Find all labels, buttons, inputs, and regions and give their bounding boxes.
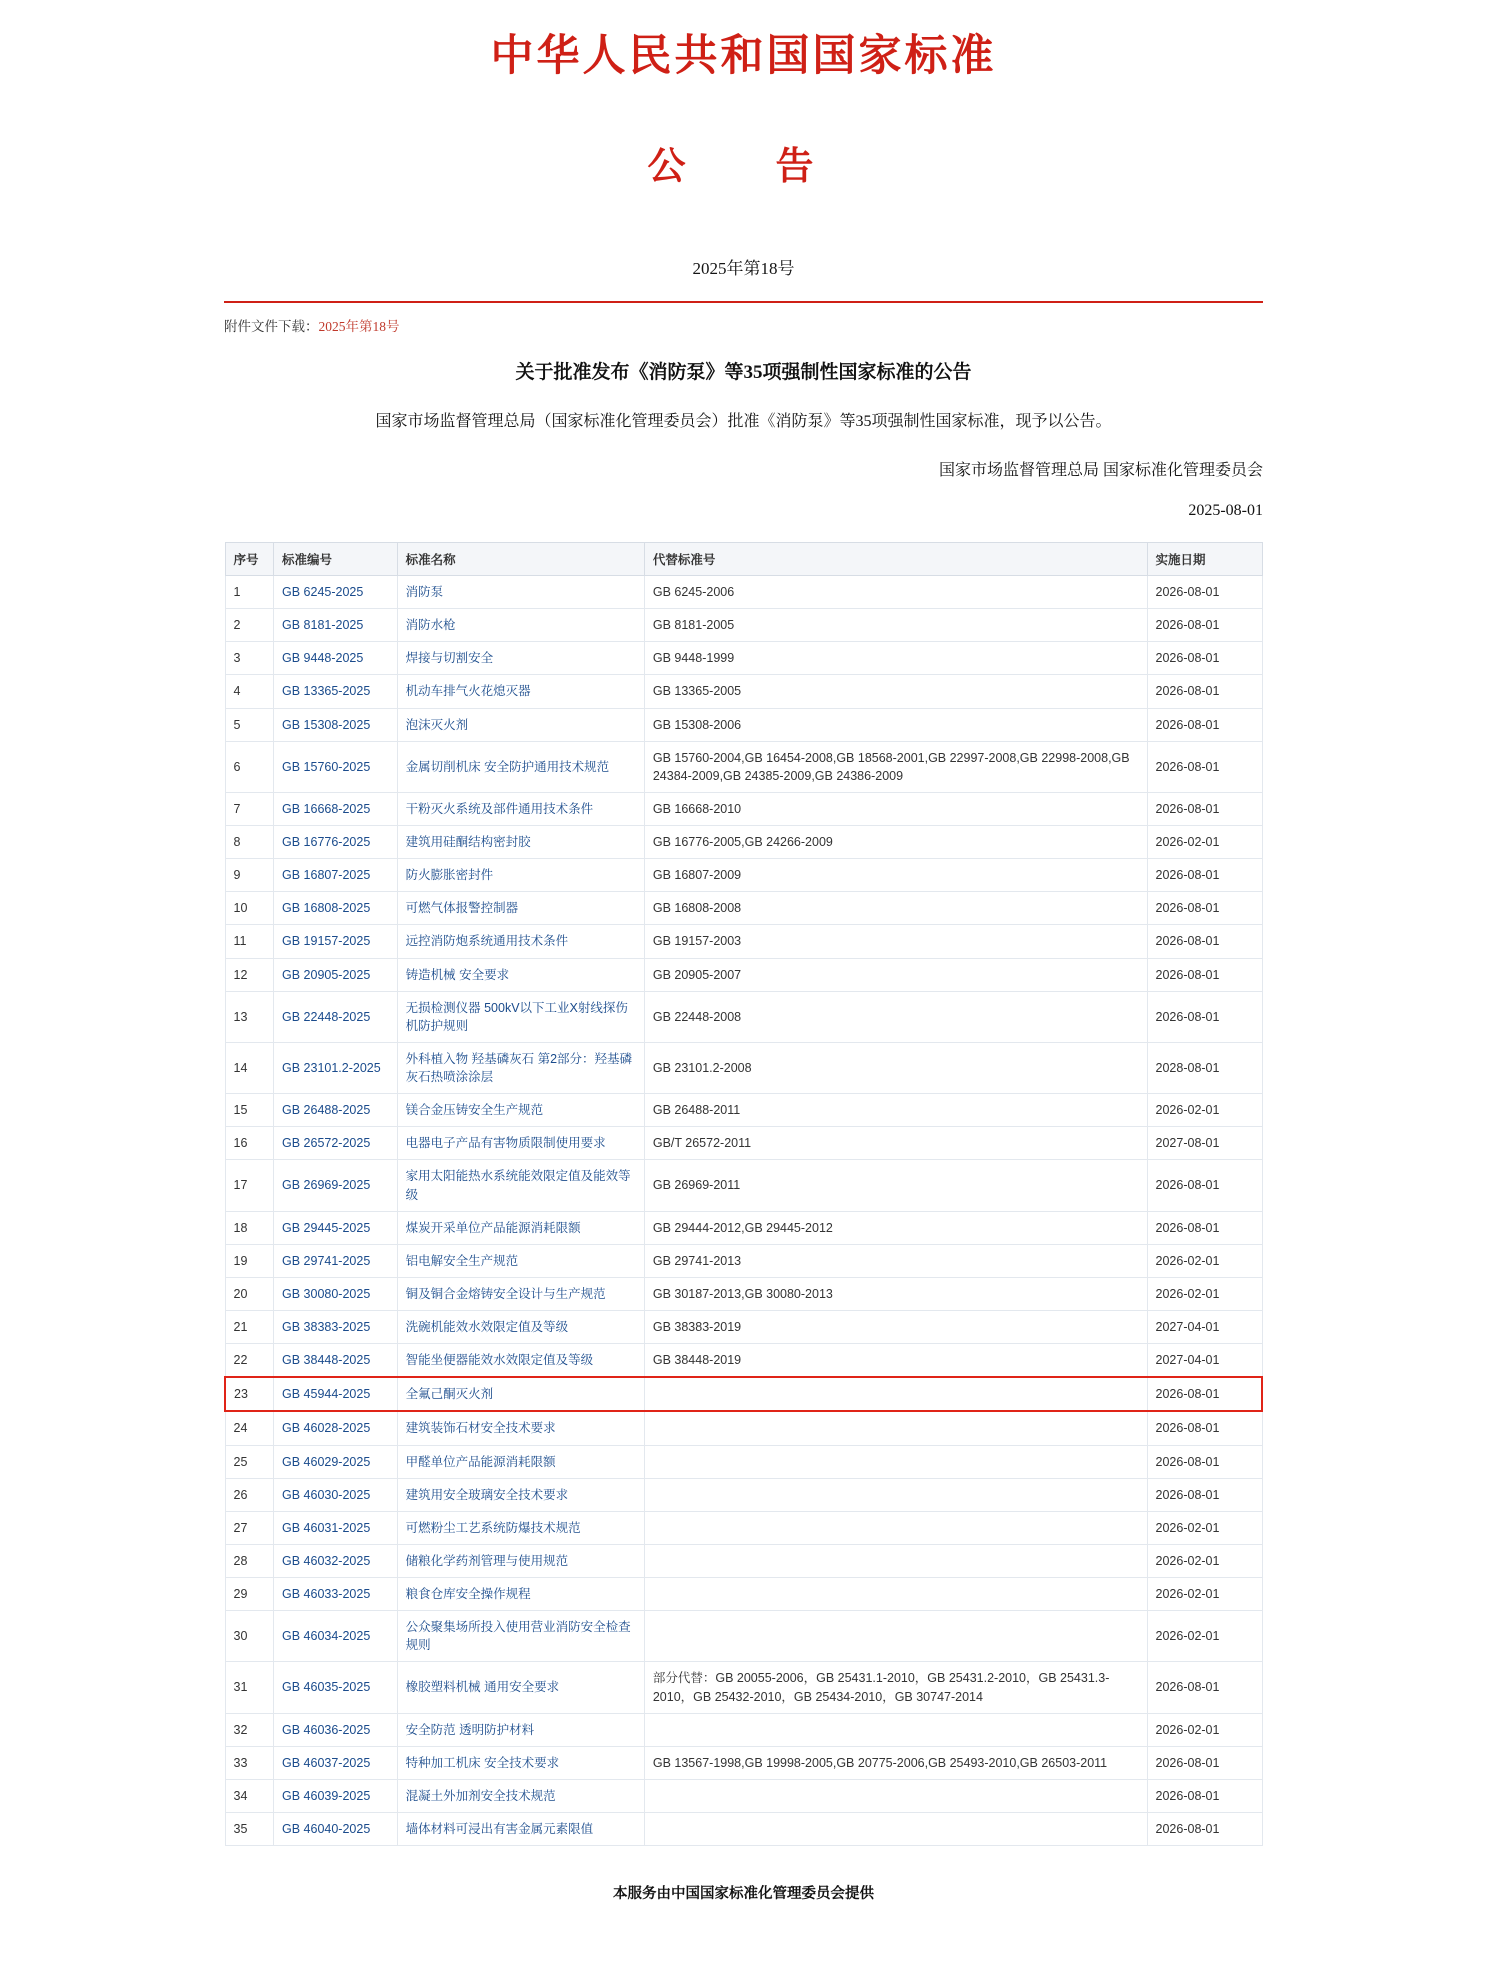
cell-name: 电器电子产品有害物质限制使用要求 [397,1127,644,1160]
cell-name: 外科植入物 羟基磷灰石 第2部分：羟基磷灰石热喷涂涂层 [397,1042,644,1093]
table-row [225,1611,1262,1662]
cell-name: 墙体材料可浸出有害金属元素限值 [397,1813,644,1846]
cell-code: GB 46036-2025 [274,1713,398,1746]
table-row [225,1311,1262,1344]
table-row [225,708,1262,741]
cell-name: 甲醛单位产品能源消耗限额 [397,1445,644,1478]
cell-date: 2026-08-01 [1147,1779,1262,1812]
cell-date: 2026-08-01 [1147,642,1262,675]
table-row [225,892,1262,925]
cell-code: GB 38383-2025 [274,1311,398,1344]
notice-signature: 国家市场监督管理总局 国家标准化管理委员会 [938,462,1263,479]
cell-date: 2026-08-01 [1147,576,1262,609]
cell-date: 2026-02-01 [1147,1713,1262,1746]
cell-replaced [644,1611,1147,1662]
cell-code: GB 46033-2025 [274,1578,398,1611]
cell-code: GB 46034-2025 [274,1611,398,1662]
cell-name: 干粉灭火系统及部件通用技术条件 [397,792,644,825]
cell-replaced [644,1445,1147,1478]
cell-code: GB 23101.2-2025 [274,1042,398,1093]
cell-replaced: GB 16807-2009 [644,859,1147,892]
cell-code: GB 46037-2025 [274,1746,398,1779]
cell-index: 12 [225,958,274,991]
cell-name: 混凝土外加剂安全技术规范 [397,1779,644,1812]
cell-name: 可燃粉尘工艺系统防爆技术规范 [397,1511,644,1544]
table-row [225,1511,1262,1544]
cell-index: 1 [225,576,274,609]
cell-name: 无损检测仪器 500kV以下工业X射线探伤机防护规则 [397,991,644,1042]
cell-index: 13 [225,991,274,1042]
cell-name: 建筑用安全玻璃安全技术要求 [397,1478,644,1511]
cell-replaced [644,1779,1147,1812]
cell-date: 2026-08-01 [1147,1377,1262,1411]
cell-index: 33 [225,1746,274,1779]
cell-index: 6 [225,741,274,792]
table-row [225,1211,1262,1244]
cell-replaced: GB 9448-1999 [644,642,1147,675]
cell-replaced: 部分代替：GB 20055-2006，GB 25431.1-2010，GB 25431.2-2010，GB 25431.3-2010，GB 25432-2010，GB 25434-2010，GB 30747-2014 [644,1662,1147,1713]
standards-table-body [225,576,1262,1846]
cell-index: 24 [225,1411,274,1445]
cell-replaced: GB 30187-2013,GB 30080-2013 [644,1277,1147,1310]
table-row [225,826,1262,859]
cell-code: GB 46040-2025 [274,1813,398,1846]
cell-date: 2026-08-01 [1147,1445,1262,1478]
page-subtitle: 公 告 [647,146,840,188]
cell-name: 铝电解安全生产规范 [397,1244,644,1277]
cell-replaced: GB 13567-1998,GB 19998-2005,GB 20775-2006,GB 25493-2010,GB 26503-2011 [644,1746,1147,1779]
cell-date: 2026-08-01 [1147,1211,1262,1244]
cell-replaced: GB 13365-2005 [644,675,1147,708]
cell-name: 防火膨胀密封件 [397,859,644,892]
cell-date: 2026-02-01 [1147,1244,1262,1277]
standards-table [224,542,1263,1846]
cell-name: 远控消防炮系统通用技术条件 [397,925,644,958]
cell-code: GB 46030-2025 [274,1478,398,1511]
cell-date: 2026-08-01 [1147,991,1262,1042]
footer-note: 本服务由中国国家标准化管理委员会提供 [613,1886,874,1903]
cell-code: GB 26572-2025 [274,1127,398,1160]
cell-name: 消防水枪 [397,609,644,642]
cell-date: 2026-08-01 [1147,892,1262,925]
cell-replaced [644,1511,1147,1544]
cell-date: 2027-04-01 [1147,1311,1262,1344]
table-row [225,576,1262,609]
divider [224,301,1263,303]
table-row [225,859,1262,892]
table-row [225,1445,1262,1478]
cell-name: 机动车排气火花熄灭器 [397,675,644,708]
cell-replaced: GB 26969-2011 [644,1160,1147,1211]
cell-date: 2026-02-01 [1147,826,1262,859]
cell-name: 储粮化学药剂管理与使用规范 [397,1544,644,1577]
cell-code: GB 16668-2025 [274,792,398,825]
table-row [225,958,1262,991]
table-row [225,741,1262,792]
table-row [225,1746,1262,1779]
cell-code: GB 20905-2025 [274,958,398,991]
cell-date: 2026-08-01 [1147,958,1262,991]
table-header-row [225,543,1262,576]
cell-index: 16 [225,1127,274,1160]
cell-replaced: GB 16776-2005,GB 24266-2009 [644,826,1147,859]
cell-name: 智能坐便器能效水效限定值及等级 [397,1344,644,1378]
table-row [225,1713,1262,1746]
cell-name: 镁合金压铸安全生产规范 [397,1094,644,1127]
table-row [225,1094,1262,1127]
cell-code: GB 30080-2025 [274,1277,398,1310]
table-row [225,1578,1262,1611]
cell-index: 7 [225,792,274,825]
cell-name: 安全防范 透明防护材料 [397,1713,644,1746]
cell-index: 5 [225,708,274,741]
column-header-date: 实施日期 [1147,543,1262,576]
cell-index: 30 [225,1611,274,1662]
cell-name: 全氟己酮灭火剂 [397,1377,644,1411]
cell-index: 19 [225,1244,274,1277]
cell-index: 25 [225,1445,274,1478]
table-row [225,1662,1262,1713]
cell-replaced [644,1478,1147,1511]
cell-index: 20 [225,1277,274,1310]
cell-name: 金属切削机床 安全防护通用技术规范 [397,741,644,792]
cell-index: 29 [225,1578,274,1611]
cell-date: 2026-08-01 [1147,1746,1262,1779]
cell-replaced [644,1544,1147,1577]
cell-code: GB 16807-2025 [274,859,398,892]
cell-date: 2026-08-01 [1147,741,1262,792]
cell-code: GB 16776-2025 [274,826,398,859]
table-row [225,1277,1262,1310]
cell-index: 31 [225,1662,274,1713]
cell-replaced: GB 38383-2019 [644,1311,1147,1344]
table-row [225,1042,1262,1093]
cell-index: 3 [225,642,274,675]
cell-name: 公众聚集场所投入使用营业消防安全检查规则 [397,1611,644,1662]
table-row [225,1411,1262,1445]
cell-name: 焊接与切割安全 [397,642,644,675]
table-row [225,1377,1262,1411]
cell-index: 21 [225,1311,274,1344]
cell-replaced: GB/T 26572-2011 [644,1127,1147,1160]
cell-index: 35 [225,1813,274,1846]
table-row [225,925,1262,958]
cell-code: GB 22448-2025 [274,991,398,1042]
cell-replaced [644,1578,1147,1611]
cell-index: 32 [225,1713,274,1746]
cell-code: GB 19157-2025 [274,925,398,958]
cell-date: 2026-08-01 [1147,609,1262,642]
cell-code: GB 15760-2025 [274,741,398,792]
cell-code: GB 46032-2025 [274,1544,398,1577]
cell-date: 2026-08-01 [1147,1662,1262,1713]
cell-date: 2028-08-01 [1147,1042,1262,1093]
cell-index: 14 [225,1042,274,1093]
cell-replaced: GB 26488-2011 [644,1094,1147,1127]
cell-replaced: GB 29444-2012,GB 29445-2012 [644,1211,1147,1244]
table-row [225,1344,1262,1378]
cell-index: 18 [225,1211,274,1244]
cell-date: 2026-08-01 [1147,859,1262,892]
table-row [225,609,1262,642]
cell-code: GB 29445-2025 [274,1211,398,1244]
cell-date: 2026-08-01 [1147,792,1262,825]
cell-name: 煤炭开采单位产品能源消耗限额 [397,1211,644,1244]
cell-code: GB 15308-2025 [274,708,398,741]
cell-date: 2026-08-01 [1147,1160,1262,1211]
table-row [225,1127,1262,1160]
cell-code: GB 13365-2025 [274,675,398,708]
cell-index: 2 [225,609,274,642]
cell-index: 17 [225,1160,274,1211]
cell-code: GB 9448-2025 [274,642,398,675]
table-row [225,642,1262,675]
cell-name: 粮食仓库安全操作规程 [397,1578,644,1611]
cell-index: 23 [225,1377,274,1411]
cell-replaced: GB 16808-2008 [644,892,1147,925]
cell-date: 2026-08-01 [1147,708,1262,741]
cell-replaced: GB 38448-2019 [644,1344,1147,1378]
column-header-index: 序号 [225,543,274,576]
cell-name: 建筑用硅酮结构密封胶 [397,826,644,859]
cell-date: 2026-02-01 [1147,1277,1262,1310]
notice-title: 关于批准发布《消防泵》等35项强制性国家标准的公告 [515,362,972,383]
cell-date: 2026-08-01 [1147,675,1262,708]
cell-replaced: GB 22448-2008 [644,991,1147,1042]
table-row [225,1813,1262,1846]
cell-name: 泡沫灭火剂 [397,708,644,741]
cell-name: 铸造机械 安全要求 [397,958,644,991]
cell-code: GB 26488-2025 [274,1094,398,1127]
cell-name: 建筑装饰石材安全技术要求 [397,1411,644,1445]
cell-index: 11 [225,925,274,958]
cell-code: GB 38448-2025 [274,1344,398,1378]
cell-replaced: GB 15308-2006 [644,708,1147,741]
cell-replaced [644,1411,1147,1445]
cell-index: 28 [225,1544,274,1577]
cell-name: 可燃气体报警控制器 [397,892,644,925]
cell-replaced: GB 15760-2004,GB 16454-2008,GB 18568-2001,GB 22997-2008,GB 22998-2008,GB 24384-2009,GB 24385-2009,GB 24386-2009 [644,741,1147,792]
cell-replaced: GB 6245-2006 [644,576,1147,609]
cell-replaced [644,1813,1147,1846]
attachment-label: 附件文件下载： [224,319,319,334]
table-row [225,991,1262,1042]
cell-index: 10 [225,892,274,925]
table-row [225,1478,1262,1511]
attachment-download-link[interactable]: 2025年第18号 [318,319,400,334]
cell-code: GB 46028-2025 [274,1411,398,1445]
announcement-number: 2025年第18号 [692,259,795,278]
cell-code: GB 26969-2025 [274,1160,398,1211]
column-header-replaced: 代替标准号 [644,543,1147,576]
cell-index: 26 [225,1478,274,1511]
column-header-name: 标准名称 [397,543,644,576]
table-row [225,675,1262,708]
cell-date: 2026-08-01 [1147,1478,1262,1511]
cell-code: GB 46029-2025 [274,1445,398,1478]
cell-code: GB 46035-2025 [274,1662,398,1713]
cell-code: GB 8181-2025 [274,609,398,642]
cell-replaced: GB 29741-2013 [644,1244,1147,1277]
column-header-code: 标准编号 [274,543,398,576]
cell-index: 22 [225,1344,274,1378]
cell-date: 2026-08-01 [1147,925,1262,958]
notice-date: 2025-08-01 [1188,502,1263,519]
cell-code: GB 6245-2025 [274,576,398,609]
cell-name: 家用太阳能热水系统能效限定值及能效等级 [397,1160,644,1211]
cell-date: 2026-08-01 [1147,1411,1262,1445]
table-row [225,1779,1262,1812]
table-row [225,792,1262,825]
cell-date: 2026-02-01 [1147,1511,1262,1544]
cell-date: 2026-02-01 [1147,1094,1262,1127]
cell-replaced [644,1377,1147,1411]
cell-name: 消防泵 [397,576,644,609]
cell-index: 34 [225,1779,274,1812]
cell-index: 15 [225,1094,274,1127]
cell-code: GB 46039-2025 [274,1779,398,1812]
cell-date: 2027-04-01 [1147,1344,1262,1378]
cell-replaced: GB 20905-2007 [644,958,1147,991]
cell-code: GB 45944-2025 [274,1377,398,1411]
attachment-line [224,315,1487,335]
cell-code: GB 46031-2025 [274,1511,398,1544]
cell-code: GB 16808-2025 [274,892,398,925]
cell-replaced: GB 16668-2010 [644,792,1147,825]
cell-index: 4 [225,675,274,708]
cell-replaced: GB 19157-2003 [644,925,1147,958]
cell-date: 2026-02-01 [1147,1544,1262,1577]
cell-replaced: GB 8181-2005 [644,609,1147,642]
cell-date: 2026-08-01 [1147,1813,1262,1846]
cell-replaced: GB 23101.2-2008 [644,1042,1147,1093]
standards-table-wrapper [224,542,1263,1846]
table-row [225,1160,1262,1211]
cell-name: 洗碗机能效水效限定值及等级 [397,1311,644,1344]
table-row [225,1544,1262,1577]
table-row [225,1244,1262,1277]
page-title: 中华人民共和国国家标准 [490,33,997,80]
cell-name: 橡胶塑料机械 通用安全要求 [397,1662,644,1713]
cell-date: 2026-02-01 [1147,1611,1262,1662]
notice-body: 国家市场监督管理总局（国家标准化管理委员会）批准《消防泵》等35项强制性国家标准，现予以公告。 [375,413,1112,430]
cell-replaced [644,1713,1147,1746]
cell-date: 2027-08-01 [1147,1127,1262,1160]
cell-index: 8 [225,826,274,859]
cell-name: 特种加工机床 安全技术要求 [397,1746,644,1779]
cell-code: GB 29741-2025 [274,1244,398,1277]
cell-name: 铜及铜合金熔铸安全设计与生产规范 [397,1277,644,1310]
cell-date: 2026-02-01 [1147,1578,1262,1611]
cell-index: 9 [225,859,274,892]
cell-index: 27 [225,1511,274,1544]
